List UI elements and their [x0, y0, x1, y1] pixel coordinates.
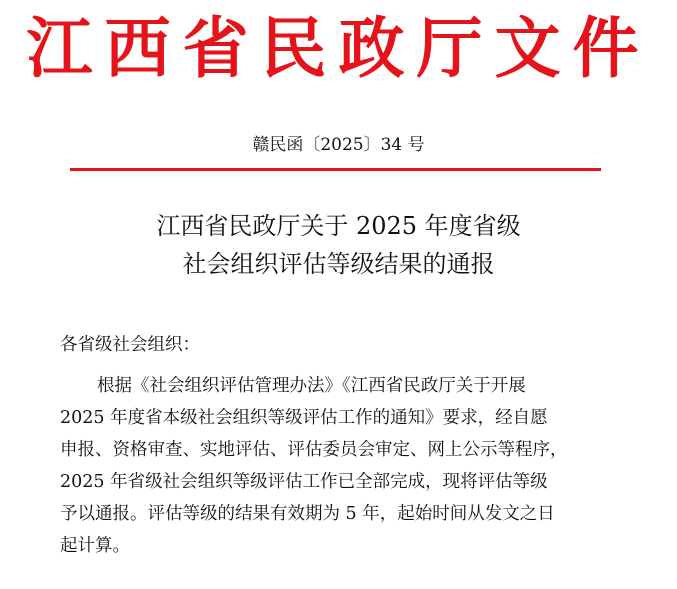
- body-line: 2025 年省级社会组织等级评估工作已全部完成，现将评估等级: [60, 472, 548, 492]
- header-red-rule: [70, 168, 601, 171]
- body-line: 2025 年度省本级社会组织等级评估工作的通知》要求，经自愿: [60, 408, 548, 428]
- body-line: 起计算。: [60, 536, 130, 556]
- body-paragraph: [60, 370, 620, 562]
- salutation: 各省级社会组织：: [60, 335, 200, 355]
- body-line: 予以通报。评估等级的结果有效期为 5 年，起始时间从发文之日: [60, 504, 555, 524]
- document-header-title: 江西省民政厅文件: [26, 9, 651, 87]
- body-line: 根据《社会组织评估管理办法》《江西省民政厅关于开展: [97, 376, 526, 396]
- document-subject: [0, 207, 677, 283]
- subject-line-2: 社会组织评估等级结果的通报: [182, 250, 495, 278]
- document-number: 赣民函〔2025〕34 号: [252, 135, 425, 155]
- body-line: 申报、资格审查、实地评估、评估委员会审定、网上公示等程序，: [60, 440, 568, 460]
- subject-line-1: 江西省民政厅关于 2025 年度省级: [156, 212, 521, 240]
